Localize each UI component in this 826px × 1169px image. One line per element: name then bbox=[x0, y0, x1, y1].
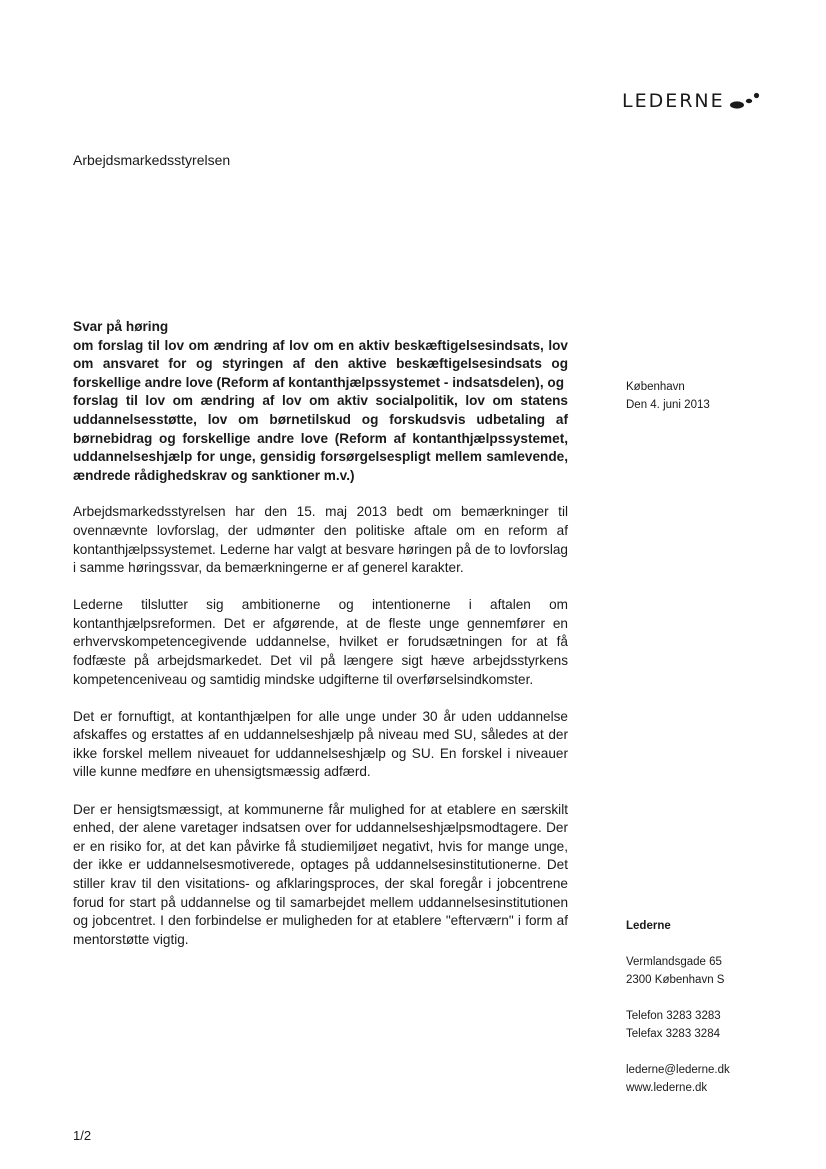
email: lederne@lederne.dk bbox=[626, 1064, 730, 1076]
place: København bbox=[626, 381, 685, 393]
logo-dots-icon bbox=[728, 92, 760, 110]
body-paragraph: Det er fornuftigt, at kontanthjælpen for alle unge under 30 år uden uddannelse afskaffes og erstattes af en uddannelseshjælp på niveau med SU, således at der ikke forskel mellem niveauet for uddannelseshjælp og SU. En forskel i niveauer ville kunne medføre en uhensigtsmæssig adfærd. bbox=[73, 708, 568, 780]
phone-fax bbox=[626, 1007, 766, 1043]
org-name: Lederne bbox=[626, 920, 671, 932]
subject-line-2: forslag til lov om ændring af lov om aktiv socialpolitik, lov om statens uddannelsesstøtte, lov om børnetilskud og forskudsvis udbetaling af børnebidrag og forskellige andre love (Reform af kontanthjælpssystemet, uddannelseshjælp for unge, gensidig forsørgelsespligt mellem samlevende, ændrede rådighedskrav og sanktioner m.v.) bbox=[73, 393, 568, 483]
body-paragraph: Arbejdsmarkedsstyrelsen har den 15. maj 2013 bedt om bemærkninger til ovennævnte lovforslag, der udmønter den politiske aftale om en reform af kontanthjælpssystemet. Lederne har valgt at besvare høringen på de to lovforslag i samme høringssvar, da bemærkningerne er af generel karakter. bbox=[73, 504, 568, 576]
address bbox=[626, 953, 766, 989]
phone: Telefon 3283 3283 bbox=[626, 1010, 721, 1022]
place-date-block bbox=[626, 378, 766, 414]
contact-block bbox=[626, 917, 766, 1115]
logo-wordmark: LEDERNE bbox=[622, 90, 725, 112]
body-paragraph: Lederne tilslutter sig ambitionerne og intentionerne i aftalen om kontanthjælpsreformen. Det er afgørende, at de fleste unge gennemfører en erhvervskompetencegivende uddannelse, hvilket er forudsætningen for at få fodfæste på arbejdsmarkedet. Det vil på længere sigt hæve arbejdsstyrkens kompetenceniveau og samtidig mindske udgifterne til overførselsindkomster. bbox=[73, 597, 568, 687]
letter-main bbox=[73, 318, 568, 968]
letter-date: Den 4. juni 2013 bbox=[626, 399, 710, 411]
website: www.lederne.dk bbox=[626, 1082, 708, 1094]
online-contact bbox=[626, 1061, 766, 1097]
subject-line-1: om forslag til lov om ændring af lov om en aktiv beskæftigelsesindsats, lov om ansvaret for og styringen af den aktive beskæftigelsesindsats og forskellige andre love (Reform af kontanthjælpssystemet - indsatsdelen), og bbox=[73, 337, 568, 390]
page-number: 1/2 bbox=[73, 1128, 92, 1143]
body-paragraph: Der er hensigtsmæssigt, at kommunerne får mulighed for at etablere en særskilt enhed, der alene varetager indsatsen over for uddannelseshjælpsmodtagere. Der er en risiko for, at det kan påvirke få studiemiljøet negativt, hvis for mange unge, der ikke er uddannelsesmotiverede, optages på uddannelsesinstitutionerne. Det stiller krav til den visitations- og afklaringsproces, der skal foregår i jobcentrene forud for start på uddannelse og til samarbejdet mellem uddannelsesinstitutionen og jobcentret. I den forbindelse er muligheden for at etablere "efterværn" i form af mentorstøtte vigtig. bbox=[73, 801, 568, 947]
city: 2300 København S bbox=[626, 974, 725, 986]
recipient: Arbejdsmarkedsstyrelsen bbox=[73, 152, 231, 168]
subject-title: Svar på høring bbox=[73, 319, 169, 334]
company-logo bbox=[622, 92, 760, 111]
subject-block bbox=[73, 318, 568, 485]
street: Vermlandsgade 65 bbox=[626, 956, 722, 968]
fax: Telefax 3283 3284 bbox=[626, 1028, 720, 1040]
